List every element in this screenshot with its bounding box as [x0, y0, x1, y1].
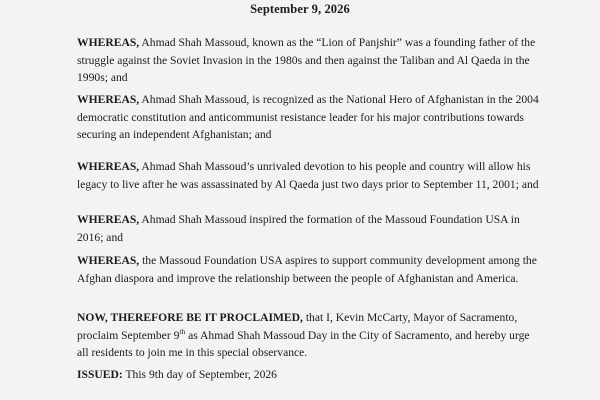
whereas-label: WHEREAS,: [77, 160, 140, 173]
issued-line: [77, 366, 539, 384]
proclamation-superscript: th: [179, 326, 186, 336]
whereas-text: the Massoud Foundation USA aspires to support community development among the Afghan diaspora and improve the relationship between the people of Afghanistan and America.: [77, 254, 537, 285]
whereas-paragraph-5: [77, 252, 539, 287]
whereas-paragraph-2: [77, 91, 539, 144]
whereas-text: Ahmad Shah Massoud, is recognized as the National Hero of Afghanistan in the 2004 democratic constitution and anticommunist resistance leader for his major contributions towards securing an independent Afghanistan; and: [77, 93, 539, 141]
whereas-label: WHEREAS,: [77, 93, 140, 106]
issued-text: This 9th day of September, 2026: [122, 368, 277, 381]
whereas-text: Ahmad Shah Massoud inspired the formation of the Massoud Foundation USA in 2016; and: [77, 213, 520, 244]
proclamation-text-before: that I, Kevin McCarty, Mayor of Sacramento, proclaim September 9: [77, 311, 518, 342]
whereas-paragraph-1: [77, 34, 539, 87]
proclamation-label: NOW, THEREFORE BE IT PROCLAIMED,: [77, 311, 303, 324]
proclamation-paragraph: [77, 309, 539, 362]
proclamation-text-after: as Ahmad Shah Massoud Day in the City of Sacramento, and hereby urge all residents to join me in this special observance.: [77, 328, 530, 359]
whereas-label: WHEREAS,: [77, 254, 140, 267]
whereas-label: WHEREAS,: [77, 36, 140, 49]
whereas-paragraph-3: [77, 158, 539, 193]
document-date: September 9, 2026: [250, 2, 350, 16]
whereas-paragraph-4: [77, 211, 539, 246]
whereas-text: Ahmad Shah Massoud’s unrivaled devotion to his people and country will allow his legacy to live after he was assassinated by Al Qaeda just two days prior to September 11, 2001; and: [77, 160, 539, 191]
whereas-label: WHEREAS,: [77, 213, 140, 226]
issued-label: ISSUED:: [77, 368, 123, 381]
whereas-text: Ahmad Shah Massoud, known as the “Lion of Panjshir” was a founding father of the struggle against the Soviet Invasion in the 1980s and then against the Taliban and Al Qaeda in the 1990s; and: [77, 36, 536, 84]
